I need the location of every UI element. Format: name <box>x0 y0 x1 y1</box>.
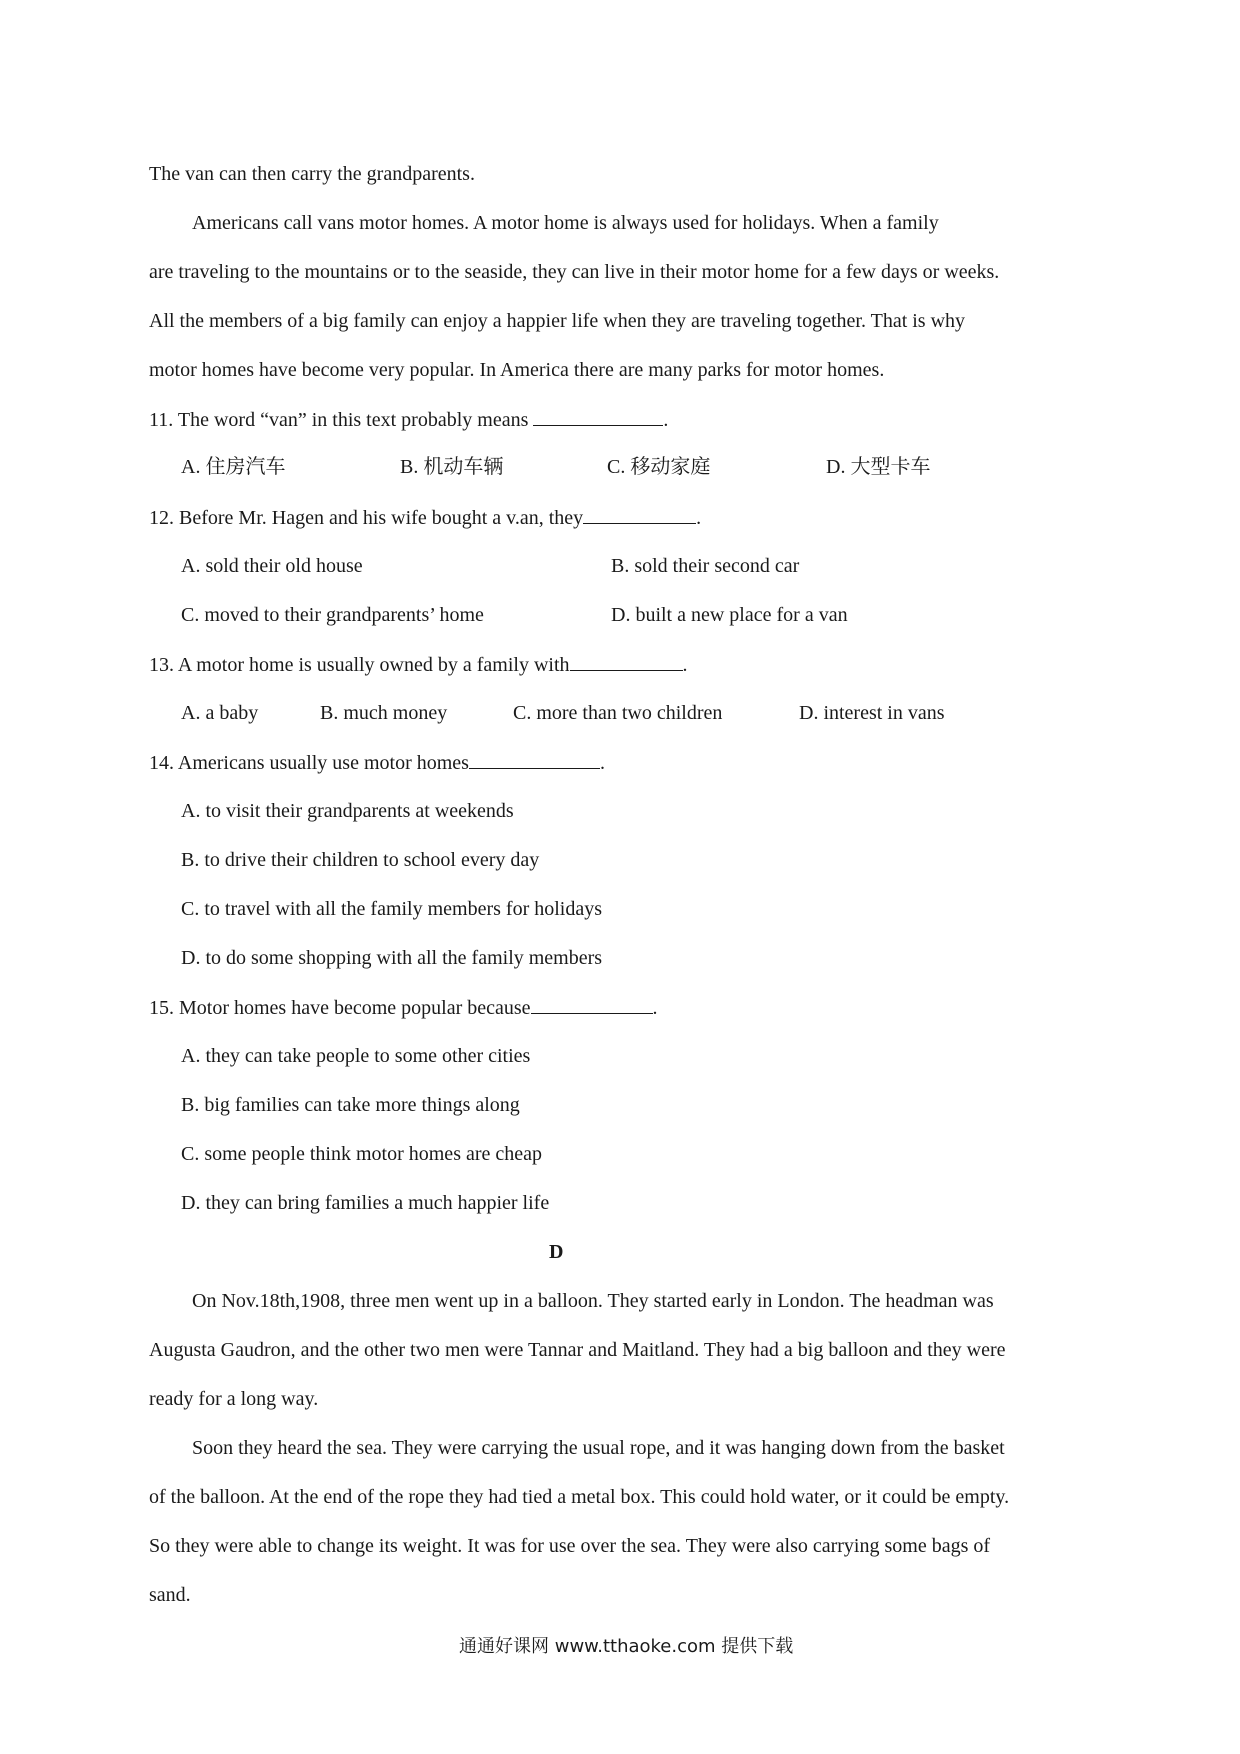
answer-blank <box>469 750 600 769</box>
passage-line: Augusta Gaudron, and the other two men were Tannar and Maitland. They had a big balloon and they were <box>149 1339 1006 1361</box>
question-stem: 15. Motor homes have become popular because <box>149 997 531 1019</box>
answer-blank <box>531 995 653 1014</box>
option-d: D. 大型卡车 <box>826 456 931 478</box>
section-heading: D <box>549 1241 564 1263</box>
passage-line: All the members of a big family can enjoy a happier life when they are traveling together. That is why <box>149 310 966 332</box>
passage-line: of the balloon. At the end of the rope they had tied a metal box. This could hold water, or it could be empty. <box>149 1486 1010 1508</box>
option-b: B. sold their second car <box>611 555 800 577</box>
passage-line: Soon they heard the sea. They were carrying the usual rope, and it was hanging down from the basket <box>192 1437 1005 1459</box>
option-b: B. big families can take more things along <box>181 1094 520 1116</box>
option-d: D. interest in vans <box>799 702 945 724</box>
question-15: 15. Motor homes have become popular because . <box>149 997 658 1019</box>
question-11: 11. The word “van” in this text probably means . <box>149 409 669 431</box>
passage-line: On Nov.18th,1908, three men went up in a balloon. They started early in London. The headman was <box>192 1290 994 1312</box>
question-13: 13. A motor home is usually owned by a family with . <box>149 654 688 676</box>
option-a: A. to visit their grandparents at weekends <box>181 800 514 822</box>
option-b: B. 机动车辆 <box>400 456 504 478</box>
question-14: 14. Americans usually use motor homes . <box>149 752 605 774</box>
page-footer: 通通好课网 www.tthaoke.com 提供下载 <box>459 1636 794 1657</box>
passage-line: ready for a long way. <box>149 1388 319 1410</box>
option-d: D. they can bring families a much happier life <box>181 1192 550 1214</box>
question-stem: 14. Americans usually use motor homes <box>149 752 469 774</box>
passage-line: The van can then carry the grandparents. <box>149 163 475 185</box>
option-b: B. much money <box>320 702 448 724</box>
question-stem: 11. The word “van” in this text probably means <box>149 409 529 431</box>
passage-line: sand. <box>149 1584 191 1606</box>
option-c: C. to travel with all the family members for holidays <box>181 898 603 920</box>
question-stem: 13. A motor home is usually owned by a family with <box>149 654 570 676</box>
question-12: 12. Before Mr. Hagen and his wife bought a v.an, they . <box>149 507 702 529</box>
answer-blank <box>583 505 696 524</box>
answer-blank <box>533 407 663 426</box>
option-a: A. sold their old house <box>181 555 363 577</box>
passage-line: Americans call vans motor homes. A motor home is always used for holidays. When a family <box>192 212 939 234</box>
option-a: A. they can take people to some other cities <box>181 1045 531 1067</box>
option-a: A. a baby <box>181 702 259 724</box>
option-c: C. moved to their grandparents’ home <box>181 604 484 626</box>
option-a: A. 住房汽车 <box>181 456 286 478</box>
passage-line: motor homes have become very popular. In America there are many parks for motor homes. <box>149 359 885 381</box>
option-d: D. built a new place for a van <box>611 604 848 626</box>
option-d: D. to do some shopping with all the family members <box>181 947 603 969</box>
passage-line: So they were able to change its weight. It was for use over the sea. They were also carrying some bags of <box>149 1535 991 1557</box>
option-c: C. some people think motor homes are cheap <box>181 1143 543 1165</box>
passage-line: are traveling to the mountains or to the seaside, they can live in their motor home for a few days or weeks. <box>149 261 1000 283</box>
answer-blank <box>570 652 683 671</box>
option-c: C. 移动家庭 <box>607 456 711 478</box>
option-b: B. to drive their children to school every day <box>181 849 540 871</box>
question-stem: 12. Before Mr. Hagen and his wife bought a v.an, they <box>149 507 584 529</box>
option-c: C. more than two children <box>513 702 723 724</box>
